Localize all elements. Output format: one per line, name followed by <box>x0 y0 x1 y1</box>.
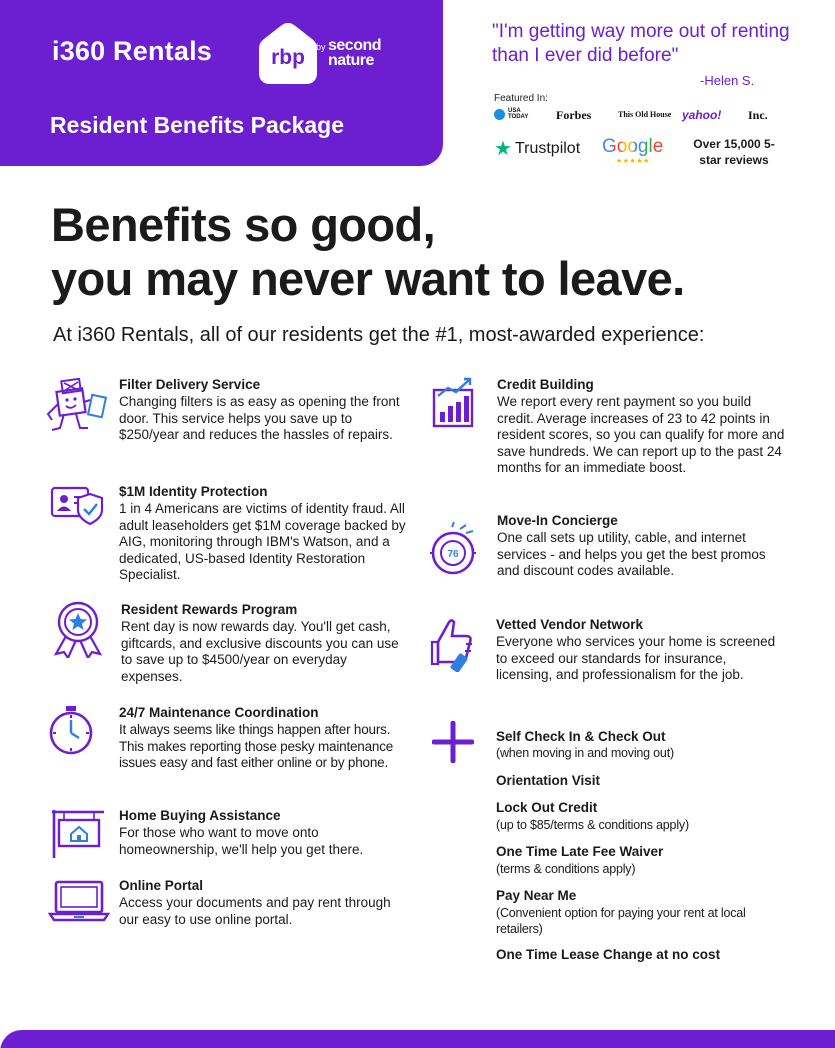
plus-icon <box>432 721 474 763</box>
headline <box>51 198 811 306</box>
benefit-title-home-buying: Home Buying Assistance <box>119 808 281 823</box>
thermostat-icon <box>424 521 478 579</box>
benefit-title-online-portal: Online Portal <box>119 878 204 893</box>
testimonial-author: -Helen S. <box>700 73 755 88</box>
laptop-icon <box>48 878 110 922</box>
benefit-title-filter-delivery: Filter Delivery Service <box>119 377 261 392</box>
home-sign-icon <box>50 808 106 860</box>
benefit-title-maintenance: 24/7 Maintenance Coordination <box>119 705 319 720</box>
trustpilot-logo: ★ Trustpilot <box>494 138 581 160</box>
rbp-logo-badge <box>256 19 320 89</box>
benefit-desc-credit-building: We report every rent payment so you build credit. Average increases of 23 to 42 points in resident scores, so you can qualify for more and save hundreds. We can report up to the past 24 months for an immediate boost. <box>497 394 785 475</box>
inc-logo: Inc. <box>748 108 768 122</box>
benefit-title-vetted-vendor: Vetted Vendor Network <box>496 617 644 632</box>
featured-in-label: Featured In: <box>494 93 548 104</box>
rbp-badge-text: rbp <box>271 46 305 69</box>
reviews-count: Over 15,000 5-star reviews <box>693 137 775 167</box>
brand-name: i360 Rentals <box>52 36 212 66</box>
usa-today-logo: USA TODAY <box>494 108 534 120</box>
forbes-logo: Forbes <box>556 108 592 122</box>
extra-note-lock-out-credit: (up to $85/terms & conditions apply) <box>496 818 689 832</box>
google-rating-stars: ★★★★★ <box>616 158 650 165</box>
press-logos <box>494 108 784 128</box>
filter-delivery-icon <box>44 378 110 434</box>
benefit-desc-online-portal: Access your documents and pay rent through our easy to use online portal. <box>119 895 391 927</box>
benefit-title-credit-building: Credit Building <box>497 377 594 392</box>
benefit-desc-move-in-concierge: One call sets up utility, cable, and internet services - and helps you get the best promos and discount codes available. <box>497 530 766 578</box>
benefit-title-resident-rewards: Resident Rewards Program <box>121 602 298 617</box>
google-logo: Google <box>602 136 664 157</box>
trustpilot-star-icon: ★ <box>494 138 512 160</box>
benefit-title-move-in-concierge: Move-In Concierge <box>497 513 618 528</box>
thumbs-up-icon <box>428 614 476 672</box>
extra-title-lock-out-credit: Lock Out Credit <box>496 800 598 815</box>
package-title: Resident Benefits Package <box>50 112 345 138</box>
headline-line-1: Benefits so good, <box>51 198 436 251</box>
by-text: by <box>316 42 326 52</box>
credit-chart-icon <box>432 376 476 428</box>
benefit-desc-resident-rewards: Rent day is now rewards day. You'll get cash, giftcards, and exclusive discounts you can use to save up to $4500/year on everyday expenses. <box>121 619 399 684</box>
benefit-desc-filter-delivery: Changing filters is as easy as opening the front door. This service helps you save up to $250/year and reduces the hassles of repairs. <box>119 394 400 442</box>
this-old-house-logo: This Old House <box>618 110 672 119</box>
extra-note-late-fee-waiver: (terms & conditions apply) <box>496 862 636 876</box>
extra-title-late-fee-waiver: One Time Late Fee Waiver <box>496 844 664 859</box>
header-band <box>0 0 443 166</box>
headline-line-2: you may never want to leave. <box>51 252 685 305</box>
benefit-title-identity-protection: $1M Identity Protection <box>119 484 268 499</box>
identity-protection-icon <box>50 482 106 526</box>
second-nature-logo: second nature <box>328 37 382 69</box>
benefit-desc-identity-protection: 1 in 4 Americans are victims of identity fraud. All adult leaseholders get $1M coverage backed by AIG, monitoring through IBM's Watson, and a dedicated, US-based Identity Restoration Specialist. <box>119 501 406 582</box>
extra-note-pay-near-me: (Convenient option for paying your rent at local retailers) <box>496 906 746 936</box>
subheadline: At i360 Rentals, all of our residents get the #1, most-awarded experience: <box>53 324 705 346</box>
benefit-desc-vetted-vendor: Everyone who services your home is screened to exceed our standards for insurance, licensing, and professionalism for the job. <box>496 634 776 682</box>
extra-title-self-check-in: Self Check In & Check Out <box>496 729 666 744</box>
footer-band <box>0 1030 835 1048</box>
extra-title-pay-near-me: Pay Near Me <box>496 888 577 903</box>
yahoo-logo: yahoo! <box>682 108 722 122</box>
rewards-ribbon-icon <box>50 600 106 658</box>
extra-title-orientation: Orientation Visit <box>496 773 601 788</box>
svg-text:76: 76 <box>447 549 459 560</box>
extra-title-lease-change: One Time Lease Change at no cost <box>496 947 721 962</box>
testimonial-quote: "I'm getting way more out of renting than I ever did before" <box>492 21 790 66</box>
benefit-desc-maintenance: It always seems like things happen after hours. This makes reporting those pesky maintenance issues easy and fast either online or by phone. <box>119 722 394 770</box>
extra-note-self-check-in: (when moving in and moving out) <box>496 746 674 760</box>
clock-icon <box>48 705 96 757</box>
benefit-desc-home-buying: For those who want to move onto homeownership, we'll help you get there. <box>119 825 364 857</box>
